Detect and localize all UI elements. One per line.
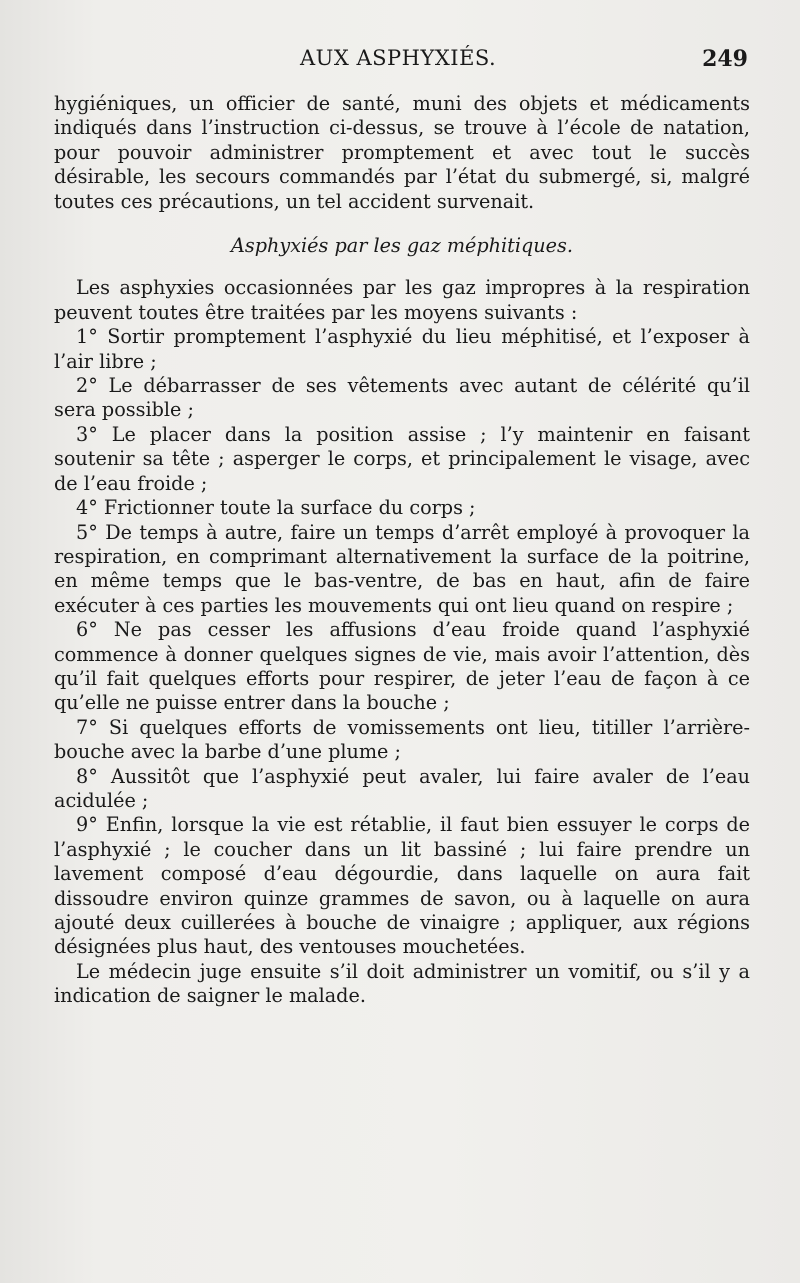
running-title: AUX ASPHYXIÉS. xyxy=(300,46,497,70)
paragraph-intro: Les asphyxies occasionnées par les gaz impropres à la respiration peuvent toutes être traitées par les moyens suivants : xyxy=(54,276,750,324)
list-item-1: 1° Sortir promptement l’asphyxié du lieu méphitisé, et l’exposer à l’air libre ; xyxy=(54,325,750,373)
list-item-4: 4° Frictionner toute la surface du corps ; xyxy=(76,496,476,520)
list-item-8: 8° Aussitôt que l’asphyxié peut avaler, lui faire avaler de l’eau acidulée ; xyxy=(54,764,750,812)
list-item-3: 3° Le placer dans la position assise ; l’y maintenir en faisant soutenir sa tête ; asperger le corps, et principalement le visage, avec de l’eau froide ; xyxy=(54,422,750,495)
paragraph-continuation: hygiéniques, un officier de santé, muni des objets et médicaments indiqués dans l’instruction ci-dessus, se trouve à l’école de natation, pour pouvoir administrer promptement et avec tout le succès désirable, les secours commandés par l’état du submergé, si, malgré toutes ces précautions, un tel accident survenait. xyxy=(54,92,750,213)
section-heading: Asphyxiés par les gaz méphitiques. xyxy=(231,234,573,258)
list-item-9: 9° Enfin, lorsque la vie est rétablie, il faut bien essuyer le corps de l’asphyxié ; le coucher dans un lit bassiné ; lui faire prendre un lavement composé d’eau dégourdie, dans laquelle on aura fait dissoudre environ quinze grammes de savon, ou à laquelle on aura ajouté deux cuillerées à bouche de vinaigre ; appliquer, aux régions désignées plus haut, des ventouses mouchetées. xyxy=(54,813,750,959)
page-header xyxy=(0,44,800,78)
page-number: 249 xyxy=(702,46,748,72)
list-item-6: 6° Ne pas cesser les affusions d’eau froide quand l’asphyxié commence à donner quelques signes de vie, mais avoir l’attention, dès qu’il fait quelques efforts pour respirer, de jeter l’eau de façon à ce qu’elle ne puisse entrer dans la bouche ; xyxy=(54,618,750,715)
body-text xyxy=(54,92,750,1009)
list-item-5: 5° De temps à autre, faire un temps d’arrêt employé à provoquer la respiration, en comprimant alternativement la surface de la poitrine, en même temps que le bas-ventre, de bas en haut, afin de faire exécuter à ces parties les mouvements qui ont lieu quand on respire ; xyxy=(54,520,750,617)
list-item-7: 7° Si quelques efforts de vomissements ont lieu, titiller l’arrière-bouche avec la barbe d’une plume ; xyxy=(54,715,750,764)
paragraph-closing: Le médecin juge ensuite s’il doit administrer un vomitif, ou s’il y a indication de saigner le malade. xyxy=(54,959,750,1008)
list-item-2: 2° Le débarrasser de ses vêtements avec autant de célérité qu’il sera possible ; xyxy=(54,374,750,422)
